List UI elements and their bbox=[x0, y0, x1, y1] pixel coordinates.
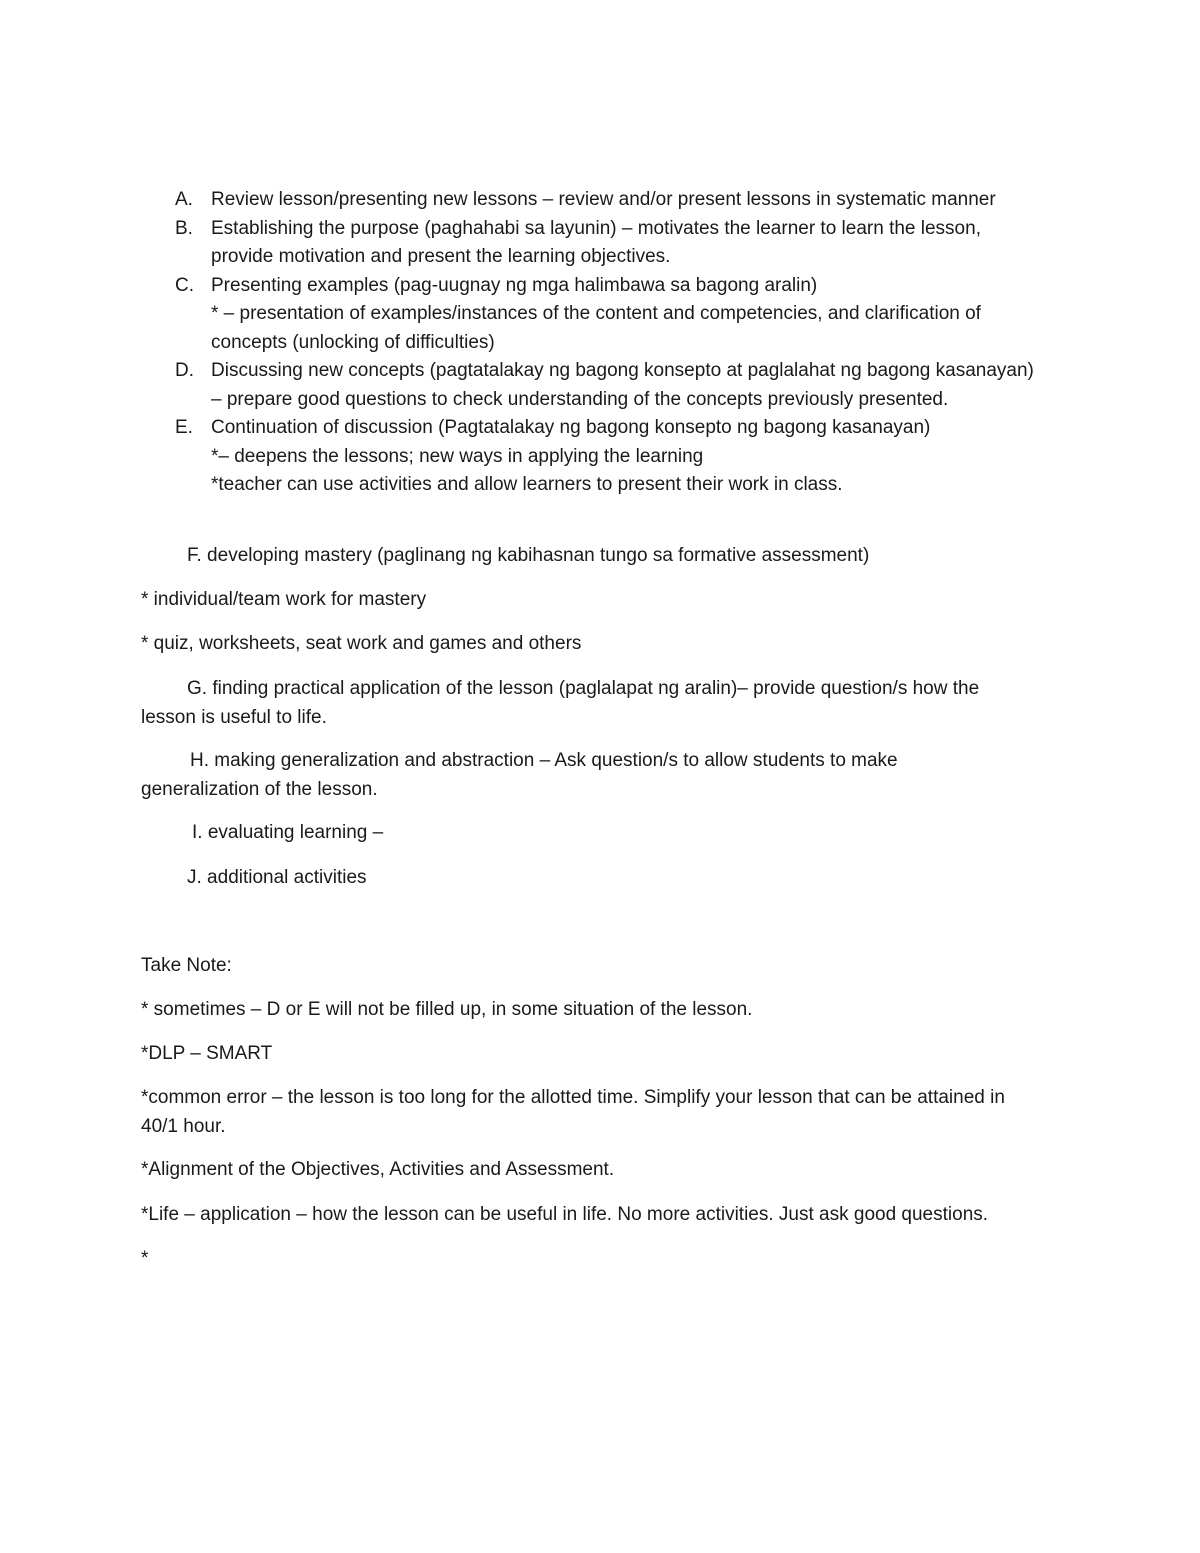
note-life: *Life – application – how the lesson can be useful in life. No more activities. Just ask good questions. bbox=[141, 1204, 989, 1225]
list-letter: A. bbox=[175, 189, 193, 210]
note-common-error bbox=[141, 1084, 1061, 1141]
list-line: Review lesson/presenting new lessons – review and/or present lessons in systematic manner bbox=[211, 189, 996, 210]
list-item-b bbox=[175, 215, 1075, 272]
note-common-error-line: *common error – the lesson is too long for the allotted time. Simplify your lesson that can be attained in bbox=[141, 1087, 1005, 1108]
section-f: F. developing mastery (paglinang ng kabihasnan tungo sa formative assessment) bbox=[187, 545, 870, 566]
lesson-procedure-list bbox=[175, 186, 1075, 500]
list-letter: D. bbox=[175, 360, 194, 381]
list-line: *teacher can use activities and allow learners to present their work in class. bbox=[211, 474, 843, 495]
list-item-e bbox=[175, 414, 1075, 500]
section-j: J. additional activities bbox=[187, 867, 367, 888]
list-letter: B. bbox=[175, 217, 193, 239]
section-h-line: H. making generalization and abstraction – Ask question/s to allow students to make bbox=[190, 750, 898, 771]
section-g-continuation: lesson is useful to life. bbox=[141, 706, 327, 728]
note-sometimes: * sometimes – D or E will not be filled up, in some situation of the lesson. bbox=[141, 999, 753, 1020]
note-alignment: *Alignment of the Objectives, Activities and Assessment. bbox=[141, 1159, 615, 1180]
take-note-heading: Take Note: bbox=[141, 955, 232, 976]
note-common-error-continuation: 40/1 hour. bbox=[141, 1115, 226, 1137]
section-h bbox=[141, 747, 1061, 804]
list-letter: C. bbox=[175, 274, 194, 296]
list-line: Establishing the purpose (paghahabi sa layunin) – motivates the learner to learn the lesson, bbox=[211, 217, 981, 239]
list-line: provide motivation and present the learning objectives. bbox=[211, 246, 671, 267]
list-line: – prepare good questions to check understanding of the concepts previously presented. bbox=[211, 388, 949, 410]
list-line: Continuation of discussion (Pagtatalakay ng bagong konsepto ng bagong kasanayan) bbox=[211, 417, 931, 438]
section-h-continuation: generalization of the lesson. bbox=[141, 778, 378, 800]
note-last-bullet: * bbox=[141, 1248, 149, 1269]
list-line: * – presentation of examples/instances of the content and competencies, and clarification of bbox=[211, 303, 981, 324]
section-g bbox=[141, 675, 1061, 732]
list-line: concepts (unlocking of difficulties) bbox=[211, 331, 495, 353]
list-line: Presenting examples (pag-uugnay ng mga halimbawa sa bagong aralin) bbox=[211, 274, 818, 296]
list-letter: E. bbox=[175, 417, 193, 438]
list-item-a bbox=[175, 186, 1075, 215]
bullet-quiz: * quiz, worksheets, seat work and games and others bbox=[141, 633, 582, 654]
note-dlp: *DLP – SMART bbox=[141, 1043, 273, 1064]
bullet-individual: * individual/team work for mastery bbox=[141, 589, 427, 610]
list-item-d bbox=[175, 357, 1075, 414]
list-line: Discussing new concepts (pagtatalakay ng bagong konsepto at paglalahat ng bagong kasanayan) bbox=[211, 360, 1034, 381]
list-line: *– deepens the lessons; new ways in applying the learning bbox=[211, 445, 704, 467]
list-item-c bbox=[175, 272, 1075, 358]
section-i: I. evaluating learning – bbox=[192, 822, 384, 843]
section-g-line: G. finding practical application of the lesson (paglalapat ng aralin)– provide question/s how the bbox=[187, 678, 980, 699]
